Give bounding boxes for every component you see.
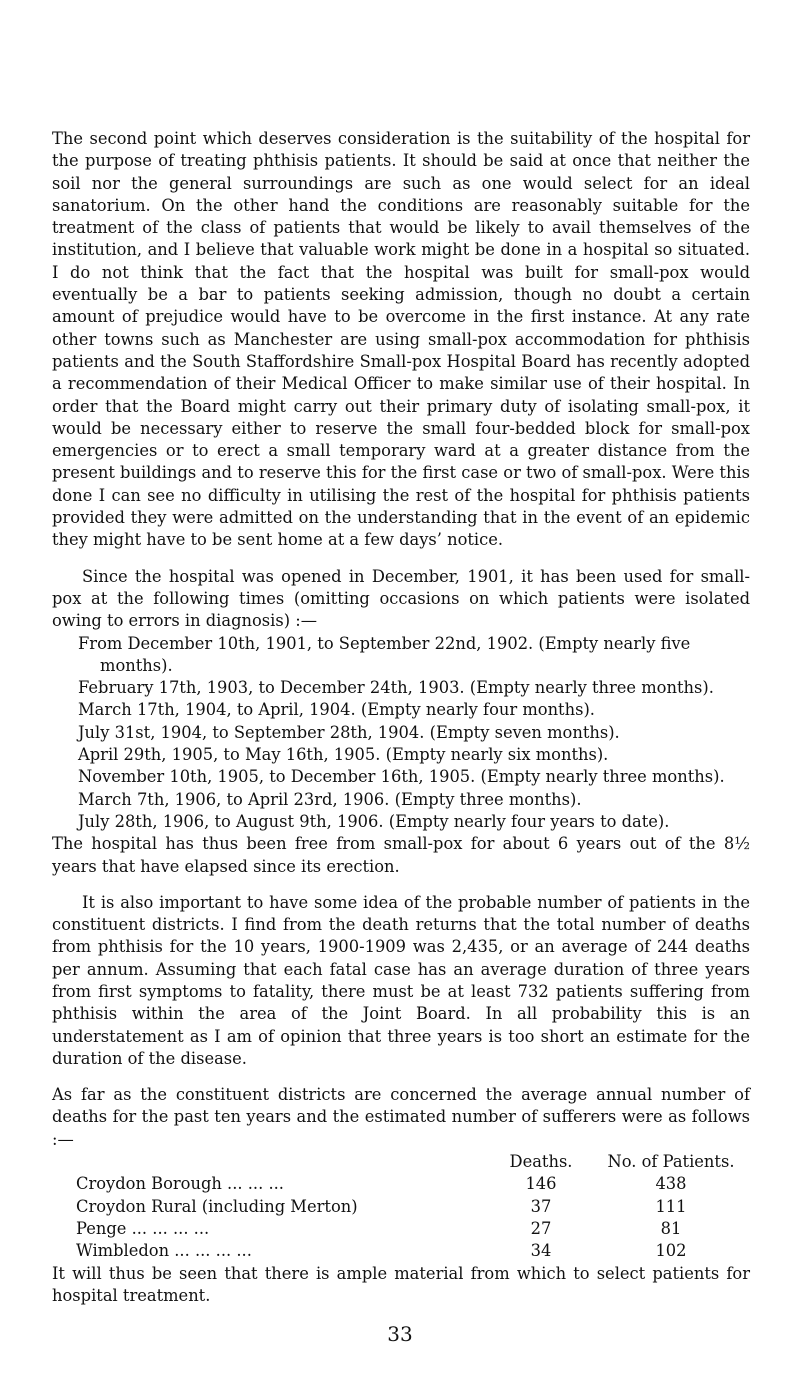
paragraph-conclusion: It will thus be seen that there is ample material from which to select patients for hospital treatment. <box>52 1263 750 1305</box>
district-patients: 102 <box>655 1241 687 1261</box>
district-deaths: 37 <box>530 1196 552 1216</box>
district-name: Wimbledon ... ... ... ... <box>76 1241 252 1261</box>
paragraph-patient-estimate: It is also important to have some idea of the probable number of patients in the constituent districts. I find from the death returns that the total number of deaths from phthisis for the 10 years, 1900-1909 was 2,435, or an average of 244 deaths per annum. Assuming that each fatal case has an average duration of three years from first symptoms to fatality, there must be at least 732 patients suffering from phthisis within the area of the Joint Board. In all probability this is an understatement as I am of opinion that three years is too short an estimate for the duration of the disease. <box>52 892 750 1068</box>
table-row <box>76 1218 746 1240</box>
document-page <box>52 128 750 1307</box>
district-patients: 438 <box>655 1174 687 1194</box>
table-row <box>76 1173 746 1195</box>
page-number: 33 <box>387 1322 413 1346</box>
table-header-row <box>76 1151 746 1173</box>
period-item: February 17th, 1903, to December 24th, 1903. (Empty nearly three months). <box>78 678 714 698</box>
paragraph-districts-intro: As far as the constituent districts are concerned the average annual number of deaths for the past ten years and the estimated number of sufferers were as follows :— <box>52 1085 750 1149</box>
period-item: July 31st, 1904, to September 28th, 1904. (Empty seven months). <box>78 722 620 742</box>
district-name: Croydon Borough ... ... ... <box>76 1174 284 1194</box>
district-deaths: 27 <box>530 1218 552 1238</box>
district-patients: 111 <box>655 1196 687 1216</box>
table-row <box>76 1240 746 1262</box>
header-patients: No. of Patients. <box>607 1152 735 1172</box>
district-patients: 81 <box>660 1218 682 1238</box>
district-name: Croydon Rural (including Merton) <box>76 1196 358 1216</box>
district-name: Penge ... ... ... ... <box>76 1218 210 1238</box>
period-item: March 7th, 1906, to April 23rd, 1906. (Empty three months). <box>78 789 582 809</box>
paragraph-free-period: The hospital has thus been free from small-pox for about 6 years out of the 8½ years that have elapsed since its erection. <box>52 834 750 876</box>
paragraph-suitability: The second point which deserves consideration is the suitability of the hospital for the purpose of treating phthisis patients. It should be said at once that neither the soil nor the general surroundings are such as one would select for an ideal sanatorium. On the other hand the conditions are reasonably suitable for the treatment of the class of patients that would be likely to avail themselves of the institution, and I believe that valuable work might be done in a hospital so situated. I do not think that the fact that the hospital was built for small-pox would eventually be a bar to patients seeking admission, though no doubt a certain amount of prejudice would have to be overcome in the first instance. At any rate other towns such as Manchester are using small-pox accommodation for phthisis patients and the South Staffordshire Small-pox Hospital Board has recently adopted a recommendation of their Medical Officer to make similar use of their hospital. In order that the Board might carry out their primary duty of isolating small-pox, it would be necessary either to reserve the small four-bedded block for small-pox emergencies or to erect a small temporary ward at a greater distance from the present buildings and to reserve this for the first case or two of small-pox. Were this done I can see no difficulty in utilising the rest of the hospital for phthisis patients provided they were admitted on the understanding that in the event of an epidemic they might have to be sent home at a few days’ notice. <box>52 129 750 550</box>
period-item: From December 10th, 1901, to September 22nd, 1902. (Empty nearly five months). <box>78 633 691 675</box>
district-deaths: 146 <box>525 1174 557 1194</box>
district-deaths: 34 <box>530 1241 552 1261</box>
period-item: July 28th, 1906, to August 9th, 1906. (Empty nearly four years to date). <box>78 811 670 831</box>
district-statistics-table <box>76 1151 746 1262</box>
table-row <box>76 1196 746 1218</box>
period-item: November 10th, 1905, to December 16th, 1905. (Empty nearly three months). <box>78 767 725 787</box>
header-deaths: Deaths. <box>509 1152 573 1172</box>
period-item: April 29th, 1905, to May 16th, 1905. (Empty nearly six months). <box>78 745 609 765</box>
smallpox-periods-list <box>52 633 750 834</box>
period-item: March 17th, 1904, to April, 1904. (Empty nearly four months). <box>78 700 595 720</box>
paragraph-smallpox-usage: Since the hospital was opened in December, 1901, it has been used for small-pox at the following times (omitting occasions on which patients were isolated owing to errors in diagnosis) :— <box>52 566 750 631</box>
